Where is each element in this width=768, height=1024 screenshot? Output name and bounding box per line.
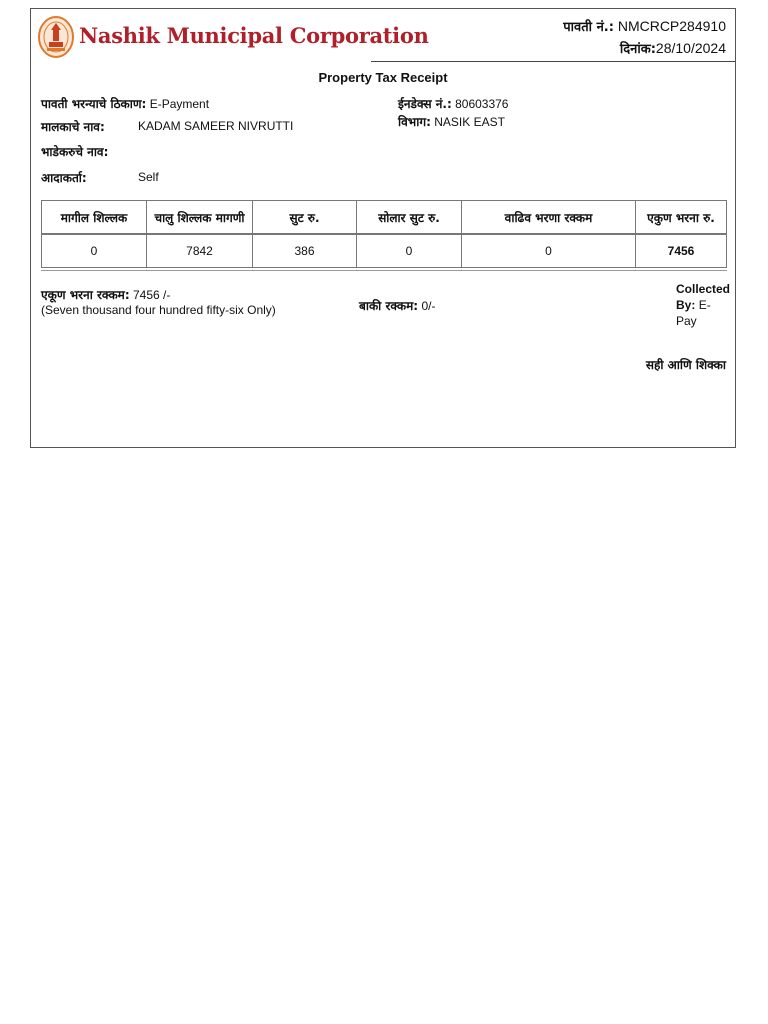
tenant-field [41,143,108,160]
collected-by-value-cont: Pay [676,314,697,328]
receipt-number-block [563,16,726,60]
total-amount-value: 7456 /- [132,288,171,302]
document-title: Property Tax Receipt [318,70,448,85]
date-label: दिनांक: [619,42,656,57]
organization-name: Nashik Municipal Corporation [79,23,429,48]
payer-field [41,169,159,186]
signature-and-stamp: सही आणि शिक्का [645,358,726,372]
table-row [42,234,727,268]
receipt-number: NMCRCP284910 [617,18,726,34]
table-header: एकुण भरना रु. [636,201,727,235]
payment-place-label: पावती भरन्याचे ठिकाण: [41,97,147,111]
table-cell: 0 [42,234,147,268]
division-label: विभाग: [398,115,431,129]
payer-label: आदाकर्ता: [41,171,87,185]
table-header: सोलार सुट रु. [357,201,462,235]
table-cell: 386 [253,234,357,268]
table-cell-total: 7456 [636,234,727,268]
total-amount-words: (Seven thousand four hundred fifty-six Only) [41,303,276,317]
table-cell: 0 [462,234,636,268]
receipt-number-label: पावती नं.: [563,20,614,35]
table-header: मागील शिल्लक [42,201,147,235]
index-field [398,95,508,112]
property-tax-receipt [30,8,736,448]
balance-amount-value: 0/- [421,299,436,313]
collected-by-value: E- [698,298,711,312]
balance-amount-block [359,297,435,314]
receipt-date: 28/10/2024 [655,40,726,56]
owner-field [41,118,294,135]
index-label: ईनडेक्स नं.: [398,97,452,111]
owner-label: मालकाचे नाव: [41,120,105,134]
collected-by-block [676,281,734,329]
table-cell: 0 [357,234,462,268]
table-header: चालु शिल्लक मागणी [147,201,253,235]
payment-place-field [41,95,209,112]
nmc-emblem-icon [37,14,75,60]
header-divider [371,61,735,62]
payer-value: Self [138,170,159,184]
division-field [398,113,505,130]
table-header: वाढिव भरणा रक्कम [462,201,636,235]
total-amount-label: एकूण भरना रक्कम: [41,288,130,302]
payment-place-value: E-Payment [149,97,210,111]
table-header: सुट रु. [253,201,357,235]
division-value: NASIK EAST [434,115,505,129]
collected-by-label: Collected [676,282,731,296]
index-value: 80603376 [455,97,509,111]
dues-table [41,200,727,268]
owner-value: KADAM SAMEER NIVRUTTI [138,119,294,133]
section-divider [41,270,727,271]
balance-amount-label: बाकी रक्कम: [359,299,419,313]
table-header-row [42,201,727,235]
table-cell: 7842 [147,234,253,268]
total-amount-block [41,288,276,318]
collected-by-label-cont: By: [676,298,696,312]
tenant-label: भाडेकरुचे नाव: [41,145,109,159]
